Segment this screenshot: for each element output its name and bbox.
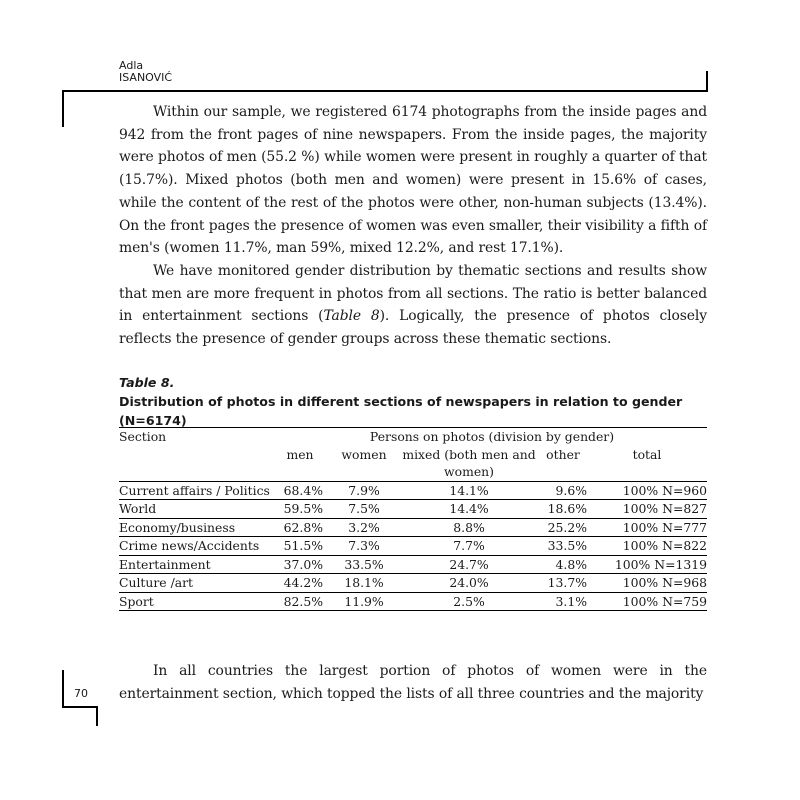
cell-mixed: 14.4% bbox=[399, 500, 539, 519]
footer-rule-left-tick bbox=[62, 670, 64, 707]
cell-other: 13.7% bbox=[539, 574, 587, 593]
cell-total: 100% N=827 bbox=[587, 500, 707, 519]
running-header bbox=[119, 60, 172, 84]
cell-mixed: 24.0% bbox=[399, 574, 539, 593]
cell-total: 100% N=968 bbox=[587, 574, 707, 593]
table-title: Distribution of photos in different sections of newspapers in relation to gender (N=6174) bbox=[119, 394, 683, 428]
paragraph-2-part-2: ). Logically, the presence of photos closely reflects the presence of gender groups across these thematic sections. bbox=[119, 308, 708, 348]
table-row bbox=[119, 537, 707, 556]
header-rule-right-tick bbox=[706, 71, 708, 91]
cell-women: 33.5% bbox=[329, 555, 399, 574]
author-last-name: ISANOVIĆ bbox=[119, 71, 173, 84]
cell-women: 18.1% bbox=[329, 574, 399, 593]
group-column-header: Persons on photos (division by gender) bbox=[277, 428, 707, 446]
cell-other: 18.6% bbox=[539, 500, 587, 519]
cell-women: 7.3% bbox=[329, 537, 399, 556]
cell-total: 100% N=822 bbox=[587, 537, 707, 556]
footer-rule bbox=[62, 706, 98, 708]
footer-rule-right-tick bbox=[96, 706, 98, 726]
data-table bbox=[119, 427, 707, 611]
cell-mixed: 24.7% bbox=[399, 555, 539, 574]
cell-section: Economy/business bbox=[119, 518, 277, 537]
cell-section: Current affairs / Politics bbox=[119, 481, 277, 500]
paragraph-2 bbox=[119, 260, 707, 351]
header-rule bbox=[62, 90, 708, 92]
table-number: Table 8. bbox=[119, 375, 175, 390]
column-header-total: total bbox=[632, 446, 662, 462]
column-header-mixed: mixed (both men and women) bbox=[402, 446, 536, 479]
cell-section: Entertainment bbox=[119, 555, 277, 574]
column-header-men: men bbox=[286, 446, 314, 462]
table-header-row bbox=[119, 428, 707, 446]
cell-men: 44.2% bbox=[277, 574, 329, 593]
cell-other: 9.6% bbox=[539, 481, 587, 500]
cell-men: 59.5% bbox=[277, 500, 329, 519]
paragraph-2-part-1: We have monitored gender distribution by thematic sections and results show that men are more frequent in photos from all sections. The ratio is better balanced in entertainment sections ( bbox=[119, 262, 707, 325]
paragraph-1: Within our sample, we registered 6174 photographs from the inside pages and 942 from the front pages of nine newspapers. From the inside pages, the majority were photos of men (55.2 %) while women were present in roughly a quarter of that (15.7%). Mixed photos (both men and women) were present in 15.6% of cases, while the content of the rest of the photos were other, non-human subjects (13.4%). On the front pages the presence of women was even smaller, their visibility a fifth of men's (women 11.7%, man 59%, mixed 12.2%, and rest 17.1%). bbox=[119, 104, 707, 257]
cell-mixed: 8.8% bbox=[399, 518, 539, 537]
cell-mixed: 7.7% bbox=[399, 537, 539, 556]
body-text-bottom bbox=[119, 660, 707, 705]
table-row bbox=[119, 518, 707, 537]
cell-total: 100% N=1319 bbox=[587, 555, 707, 574]
cell-other: 33.5% bbox=[539, 537, 587, 556]
cell-men: 37.0% bbox=[277, 555, 329, 574]
cell-total: 100% N=777 bbox=[587, 518, 707, 537]
cell-men: 62.8% bbox=[277, 518, 329, 537]
header-rule-left-tick bbox=[62, 90, 64, 127]
page-number: 70 bbox=[74, 687, 88, 700]
cell-men: 51.5% bbox=[277, 537, 329, 556]
cell-section: Sport bbox=[119, 592, 277, 611]
column-header-other: other bbox=[546, 446, 580, 462]
cell-women: 11.9% bbox=[329, 592, 399, 611]
cell-other: 25.2% bbox=[539, 518, 587, 537]
paragraph-3: In all countries the largest portion of photos of women were in the entertainment section, which topped the lists of all three countries and the majority bbox=[119, 663, 707, 702]
cell-men: 68.4% bbox=[277, 481, 329, 500]
table-row bbox=[119, 500, 707, 519]
author-first-name: Adla bbox=[119, 59, 144, 72]
table-reference: Table 8 bbox=[323, 308, 380, 325]
table-row bbox=[119, 481, 707, 500]
cell-total: 100% N=759 bbox=[587, 592, 707, 611]
cell-mixed: 14.1% bbox=[399, 481, 539, 500]
table-caption bbox=[119, 373, 719, 430]
cell-section: World bbox=[119, 500, 277, 519]
cell-women: 7.5% bbox=[329, 500, 399, 519]
cell-mixed: 2.5% bbox=[399, 592, 539, 611]
cell-section: Crime news/Accidents bbox=[119, 537, 277, 556]
cell-other: 3.1% bbox=[539, 592, 587, 611]
section-column-header: Section bbox=[119, 428, 277, 446]
cell-other: 4.8% bbox=[539, 555, 587, 574]
cell-women: 3.2% bbox=[329, 518, 399, 537]
cell-total: 100% N=960 bbox=[587, 481, 707, 500]
body-text-top bbox=[119, 101, 707, 351]
cell-section: Culture /art bbox=[119, 574, 277, 593]
table-row bbox=[119, 592, 707, 611]
table-row bbox=[119, 574, 707, 593]
table-subheader-row bbox=[119, 446, 707, 482]
cell-men: 82.5% bbox=[277, 592, 329, 611]
column-header-women: women bbox=[341, 446, 387, 462]
table-row bbox=[119, 555, 707, 574]
cell-women: 7.9% bbox=[329, 481, 399, 500]
